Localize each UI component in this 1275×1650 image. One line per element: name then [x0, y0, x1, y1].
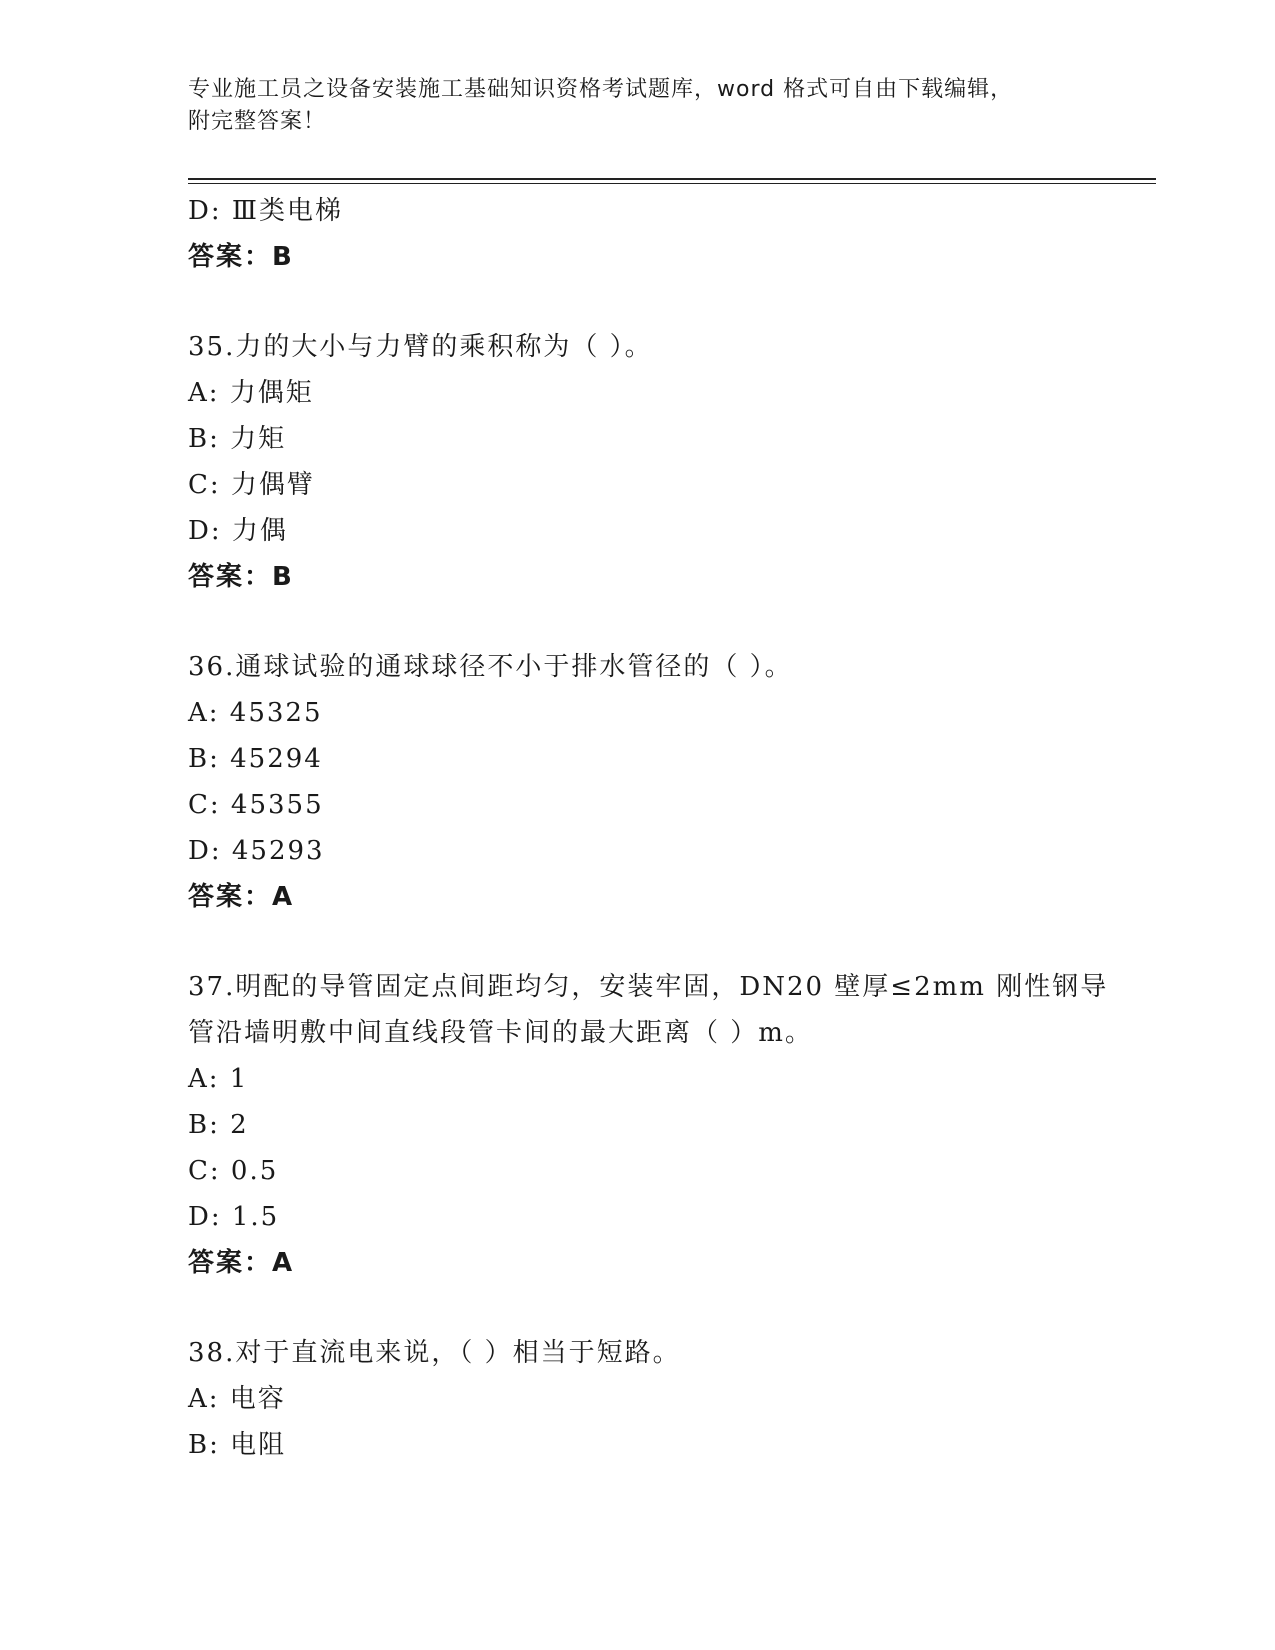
question-38 [188, 1330, 1088, 1468]
answer-line [188, 234, 1088, 280]
question-stem: 35.力的大小与力臂的乘积称为（ ）。 [188, 332, 653, 362]
option-c: C: 0.5 [188, 1156, 279, 1186]
answer-line [188, 554, 1088, 600]
option-a: A: 力偶矩 [188, 378, 314, 408]
answer-value: A [272, 882, 295, 912]
question-37 [188, 964, 1109, 1286]
header-line-2: 附完整答案！ [188, 109, 327, 134]
option-b: B: 电阻 [188, 1430, 287, 1460]
option-d: D: 1.5 [188, 1202, 280, 1232]
question-list [188, 188, 1109, 1468]
option-c: C: 45355 [188, 790, 324, 820]
question-35 [188, 324, 1088, 600]
question-stem-line-2: 管沿墙明敷中间直线段管卡间的最大距离（ ）m。 [188, 1018, 813, 1048]
option-c: C: 力偶臂 [188, 470, 315, 500]
question-36 [188, 644, 1088, 920]
answer-label: 答案： [188, 562, 273, 592]
answer-label: 答案： [188, 882, 273, 912]
answer-value: A [272, 1248, 295, 1278]
answer-label: 答案： [188, 1248, 273, 1278]
answer-value: B [272, 242, 294, 272]
option-d: D: 45293 [188, 836, 325, 866]
header-line-1: 专业施工员之设备安装施工基础知识资格考试题库，word 格式可自由下载编辑， [188, 77, 1014, 102]
header-divider [188, 178, 1156, 184]
option-b: B: 45294 [188, 744, 323, 774]
question-stem-line-1: 37.明配的导管固定点间距均匀，安装牢固，DN20 壁厚≤2mm 刚性钢导 [188, 972, 1109, 1002]
answer-line [188, 874, 1088, 920]
question-34-tail [188, 188, 1088, 280]
document-header [188, 74, 1088, 138]
option-d: D: 力偶 [188, 516, 288, 546]
question-stem: 36.通球试验的通球球径不小于排水管径的（ ）。 [188, 652, 793, 682]
option-b: B: 2 [188, 1110, 249, 1140]
question-stem: 38.对于直流电来说，（ ）相当于短路。 [188, 1338, 681, 1368]
option-d: D: Ⅲ类电梯 [188, 196, 343, 226]
option-a: A: 1 [188, 1064, 249, 1094]
option-b: B: 力矩 [188, 424, 287, 454]
answer-label: 答案： [188, 242, 273, 272]
option-a: A: 电容 [188, 1384, 286, 1414]
option-a: A: 45325 [188, 698, 323, 728]
answer-line [188, 1240, 1088, 1286]
answer-value: B [272, 562, 294, 592]
